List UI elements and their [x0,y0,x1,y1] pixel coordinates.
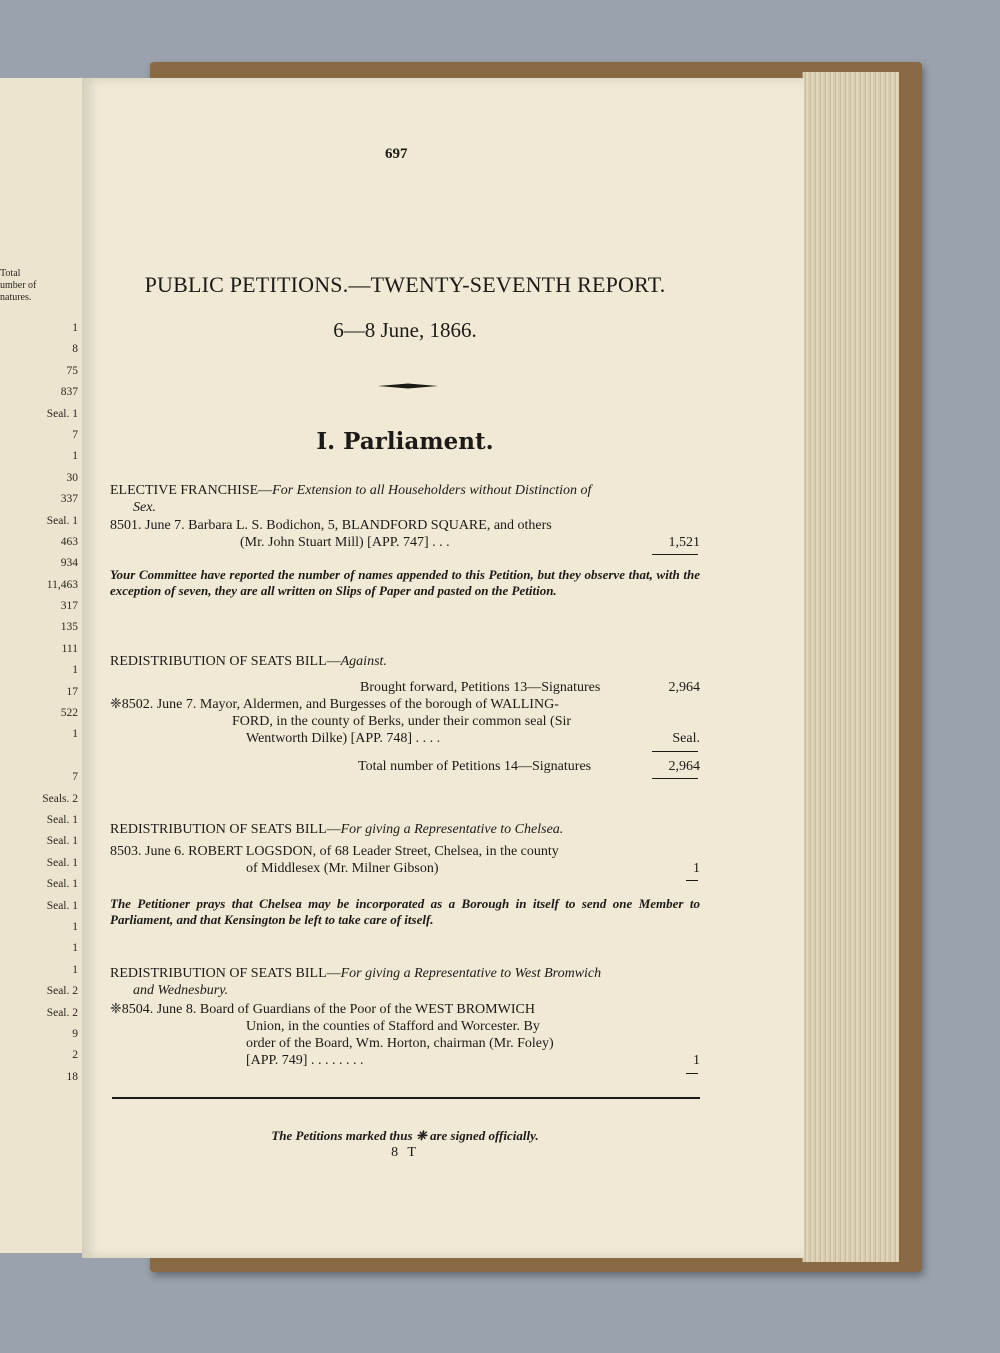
left-column-value: 75 [66,364,78,377]
petition-text: ❈8504. June 8. Board of Guardians of the Poor of the WEST BROMWICH [110,1002,535,1017]
left-column-value: 7 [72,771,78,784]
left-column-value: 11,463 [46,578,78,591]
left-column-value: 9 [72,1027,78,1040]
petition-text: order of the Board, Wm. Horton, chairman (Mr. Foley) [246,1036,554,1051]
left-column-value: 1 [72,920,78,933]
petition-8504-cont3 [246,1052,700,1069]
petition-text: 8501. June 7. Barbara L. S. Bodichon, 5, BLANDFORD SQUARE, and others [110,518,552,533]
left-column-value: Seal. 1 [46,856,78,869]
left-column-value: 934 [60,557,78,570]
heading-italic: Against. [340,654,387,669]
total-value: 2,964 [668,759,700,774]
heading-main: REDISTRIBUTION OF SEATS BILL— [110,822,341,837]
left-column-value: Seal. 1 [46,407,78,420]
ornamental-rule [378,383,438,389]
left-column-value: 317 [60,600,78,613]
left-column-value: 837 [60,386,78,399]
left-column-value: 522 [60,707,78,720]
left-column-value: Seal. 2 [46,985,78,998]
signature-count: Seal. [672,731,700,746]
report-title: PUBLIC PETITIONS.—TWENTY-SEVENTH REPORT. [144,272,666,297]
footer-rule [112,1097,700,1099]
petition-8501-cont [240,534,700,551]
signature-count: 1 [693,1053,700,1068]
header-line: natures. [0,292,32,303]
petitioner-note: The Petitioner prays that Chelsea may be incorporated as a Borough in itself to send one Member to Parliament, and that Kensington be left to take care of itself. [110,896,700,927]
left-column-value: 17 [66,685,78,698]
bf-label: Brought forward, Petitions 13—Signatures [360,680,601,695]
total-label: Total number of Petitions 14—Signatures [358,759,592,774]
left-column-value [0,746,78,767]
signature-count: 1 [693,861,700,876]
section-heading: I. Parliament. [316,428,494,455]
report-date: 6—8 June, 1866. [333,318,477,342]
petition-text: Wentworth Dilke) [APP. 748] . . . . [246,731,441,746]
petition-8502-cont2 [246,730,700,747]
petition-text: FORD, in the county of Berks, under their common seal (Sir [232,714,572,729]
petition-text: 8503. June 6. ROBERT LOGSDON, of 68 Leader Street, Chelsea, in the county [110,844,559,859]
heading-main: REDISTRIBUTION OF SEATS BILL— [110,654,341,669]
left-column-value: Seal. 1 [46,878,78,891]
petition-text: [APP. 749] . . . . . . . . [246,1053,364,1068]
brought-forward [360,679,700,696]
committee-note: Your Committee have reported the number of names appended to this Petition, but they observe that, with the exception of seven, they are all written on Slips of Paper and pasted on the Petition. [110,567,700,598]
signature-mark: 8 T [391,1145,419,1160]
total-petitions [358,758,700,775]
left-column-header [0,268,78,304]
ef-heading-cont [133,499,693,516]
heading-italic: For giving a Representative to Chelsea. [340,822,564,837]
left-column-value: 2 [72,1049,78,1062]
bf-value: 2,964 [668,680,700,695]
petition-8504-cont [246,1018,700,1035]
heading-italic: For Extension to all Householders without Distinction of [272,483,592,498]
left-column-value: 1 [72,728,78,741]
page-fore-edge [802,72,899,1262]
heading-main: REDISTRIBUTION OF SEATS BILL— [110,966,341,981]
ef-heading [110,482,700,499]
left-column-value: 30 [66,471,78,484]
rs2-heading [110,821,700,838]
left-column-value: 337 [60,493,78,506]
header-line: Total [0,268,21,279]
rs3-heading-cont [133,982,693,999]
rule [686,880,698,881]
petition-8502-cont [232,713,700,730]
petition-text: ❈8502. June 7. Mayor, Aldermen, and Burgesses of the borough of WALLING- [110,697,559,712]
left-column-value: Seal. 2 [46,1006,78,1019]
petition-8504-cont2 [246,1035,700,1052]
left-column-values [0,318,78,1088]
left-column-value: 1 [72,664,78,677]
petition-8503-cont [246,860,700,877]
petition-8504 [110,1001,700,1018]
petition-text: of Middlesex (Mr. Milner Gibson) [246,861,439,876]
left-column-value: Seal. 1 [46,813,78,826]
signature-count: 1,521 [668,535,700,550]
left-column-value: 1 [72,450,78,463]
heading-italic: Sex. [133,500,156,515]
rs3-heading [110,965,700,982]
footnote: The Petitions marked thus ❈ are signed officially. [271,1128,539,1143]
left-column-value: Seal. 1 [46,899,78,912]
petition-8503 [110,843,700,860]
left-page [0,78,84,1253]
left-column-value: 8 [72,343,78,356]
rs1-heading [110,653,700,670]
rule [652,554,698,555]
petition-8502 [110,696,700,713]
petition-8501 [110,517,700,534]
rule [686,1073,698,1074]
petition-text: (Mr. John Stuart Mill) [APP. 747] . . . [240,535,450,550]
left-column-value: Seal. 1 [46,514,78,527]
rule [652,751,698,752]
heading-italic: and Wednesbury. [133,983,229,998]
heading-main: ELECTIVE FRANCHISE— [110,483,273,498]
left-column-value: Seals. 2 [42,792,78,805]
page-number: 697 [385,146,408,162]
left-column-value: 111 [61,642,78,655]
left-column-value: 135 [60,621,78,634]
left-column-value: 1 [72,942,78,955]
heading-italic: For giving a Representative to West Bromwich [340,966,602,981]
left-column-value: 7 [72,428,78,441]
left-column-value: 1 [72,963,78,976]
rule [652,778,698,779]
header-line: umber of [0,280,37,291]
left-page-column [0,268,78,1088]
left-column-value: 1 [72,322,78,334]
left-column-value: 18 [66,1070,78,1083]
left-column-value: Seal. 1 [46,835,78,848]
left-column-value: 463 [60,535,78,548]
petition-text: Union, in the counties of Stafford and Worcester. By [246,1019,540,1034]
